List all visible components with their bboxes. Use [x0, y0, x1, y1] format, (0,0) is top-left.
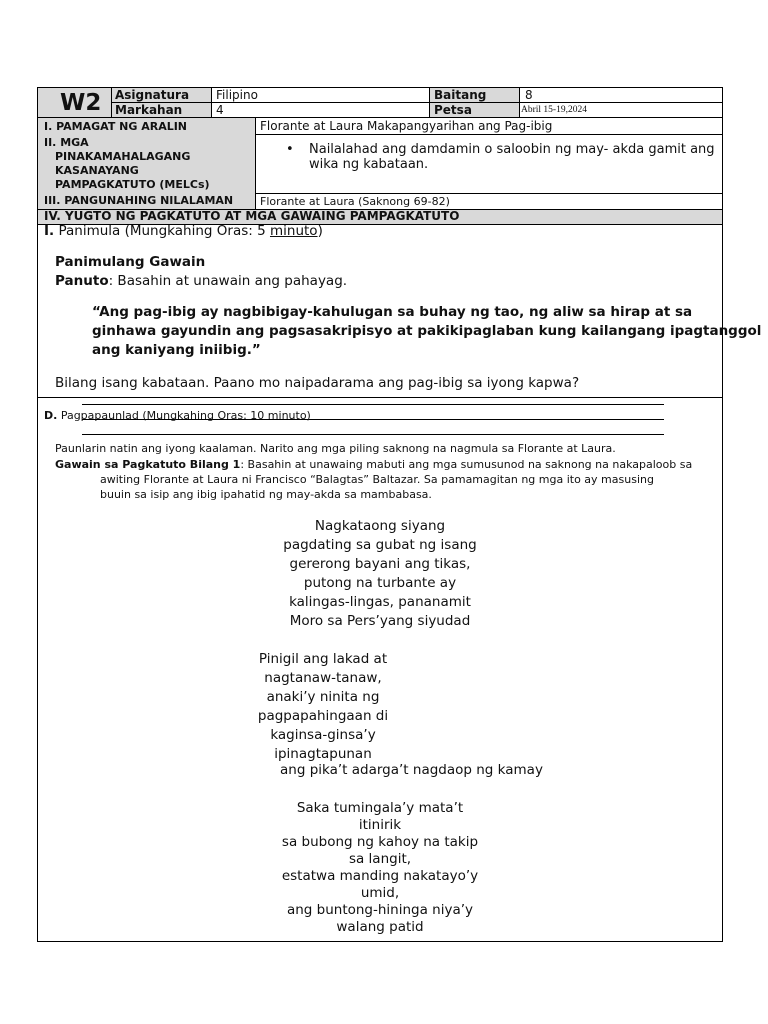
divider	[111, 87, 112, 118]
poem-line: Moro sa Pers’yang siyudad	[289, 613, 471, 629]
intro-title: Panimula (Mungkahing Oras: 5	[58, 223, 266, 239]
grade-value: 8	[525, 88, 533, 102]
subject-value: Filipino	[216, 88, 258, 102]
poem-line: Saka tumingala’y mata’t	[296, 800, 464, 816]
poem-line: sa langit,	[348, 851, 412, 867]
quarter-label: Markahan	[115, 103, 183, 117]
development-heading	[44, 409, 311, 422]
content-value: Florante at Laura (Saknong 69-82)	[260, 195, 450, 208]
activity-line: awiting Florante at Laura ni Francisco “Balagtas” Baltazar. Sa pamamagitan ng mga ito ay masusing	[100, 473, 654, 486]
activity-title: Panimulang Gawain	[55, 254, 206, 270]
divider	[519, 87, 520, 118]
poem-line: pagdating sa gubat ng isang	[283, 537, 477, 553]
activity-instruction	[55, 458, 692, 471]
poem-line: walang patid	[336, 919, 424, 935]
poem-line: anaki’y ninita ng	[266, 689, 380, 705]
week-label: W2	[60, 90, 102, 116]
content-label: III. PANGUNAHING NILALAMAN	[44, 194, 234, 207]
poem-stanza-1	[200, 517, 560, 631]
poem-line: gererong bayani ang tikas,	[289, 556, 471, 572]
intro-marker: I.	[44, 223, 55, 239]
divider	[255, 193, 723, 194]
divider	[111, 102, 723, 103]
instruction	[55, 273, 347, 289]
activities-heading: IV. YUGTO NG PAGKATUTO AT MGA GAWAING PAMPAGKATUTO	[44, 209, 460, 223]
poem-stanza-3	[200, 800, 560, 936]
activity-line: : Basahin at unawaing mabuti ang mga sumusunod na saknong na nakapaloob sa	[240, 458, 693, 471]
poem-line: itinirik	[358, 817, 402, 833]
quote-line: ginhawa gayundin ang pagsasakripisyo at pakikipaglaban kung kailangang ipagtanggol	[92, 323, 762, 339]
development-marker: D.	[44, 409, 58, 422]
poem-line: umid,	[360, 885, 400, 901]
poem-line: Nagkataong siyang	[314, 518, 446, 534]
intro-time-unit: minuto	[269, 223, 318, 239]
lesson-title-label: I. PAMAGAT NG ARALIN	[44, 120, 188, 133]
divider	[37, 397, 723, 398]
quarter-value: 4	[216, 103, 224, 117]
poem-line: ipinagtapunan	[274, 746, 372, 762]
activity-label: Gawain sa Pagkatuto Bilang 1	[55, 458, 241, 471]
poem-line: sa bubong ng kahoy na takip	[281, 834, 479, 850]
melc-bullet-line: wika ng kabataan.	[309, 157, 429, 172]
reflection-question: Bilang isang kabataan. Paano mo naipadarama ang pag-ibig sa iyong kapwa?	[55, 375, 580, 391]
development-title: Pagpapaunlad (Mungkahing Oras: 10 minuto)	[60, 409, 311, 422]
poem-line: ang buntong-hininga niya’y	[286, 902, 474, 918]
divider	[255, 134, 723, 135]
poem-line: pagpapahingaan di	[257, 708, 389, 724]
intro-close-paren: )	[317, 223, 323, 239]
melc-label-line: II. MGA	[44, 136, 89, 149]
melc-label-line: PAMPAGKATUTO (MELCs)	[55, 178, 210, 191]
melc-label-line: PINAKAMAHALAGANG	[55, 150, 191, 163]
intro-heading	[44, 223, 323, 239]
poem-line: Pinigil ang lakad at	[258, 651, 388, 667]
lesson-title-value: Florante at Laura Makapangyarihan ang Pag-ibig	[260, 119, 553, 133]
quote-line: “Ang pag-ibig ay nagbibigay-kahulugan sa buhay ng tao, ng aliw sa hirap at sa	[92, 304, 693, 320]
poem-line: putong na turbante ay	[303, 575, 457, 591]
poem-stanza-2	[233, 650, 413, 764]
melc-label-line: KASANAYANG	[55, 164, 139, 177]
divider	[37, 117, 723, 118]
date-label: Petsa	[434, 103, 472, 117]
quote-line: ang kaniyang iniibig.”	[92, 342, 261, 358]
divider	[429, 87, 430, 118]
poem-line: kaginsa-ginsa’y	[270, 727, 376, 743]
divider	[82, 434, 664, 435]
grade-label: Baitang	[434, 88, 487, 102]
poem-line: estatwa manding nakatayo’y	[281, 868, 479, 884]
instruction-label: Panuto	[55, 273, 109, 289]
melc-bullet-line: Nailalahad ang damdamin o saloobin ng may- akda gamit ang	[309, 142, 715, 157]
bullet-icon: •	[286, 142, 294, 157]
poem-line: ang pika’t adarga’t nagdaop ng kamay	[280, 762, 543, 778]
poem-line: nagtanaw-tanaw,	[264, 670, 382, 686]
divider	[211, 87, 212, 118]
poem-line: kalingas-lingas, pananamit	[289, 594, 471, 610]
development-intro: Paunlarin natin ang iyong kaalaman. Narito ang mga piling saknong na nagmula sa Florante at Laura.	[55, 442, 616, 455]
divider	[255, 117, 256, 209]
activity-line: buuin sa isip ang ibig ipahatid ng may-akda sa mambabasa.	[100, 488, 432, 501]
divider	[82, 404, 664, 405]
date-value: Abril 15-19,2024	[521, 105, 587, 115]
instruction-text: : Basahin at unawain ang pahayag.	[108, 273, 348, 289]
subject-label: Asignatura	[115, 88, 190, 102]
